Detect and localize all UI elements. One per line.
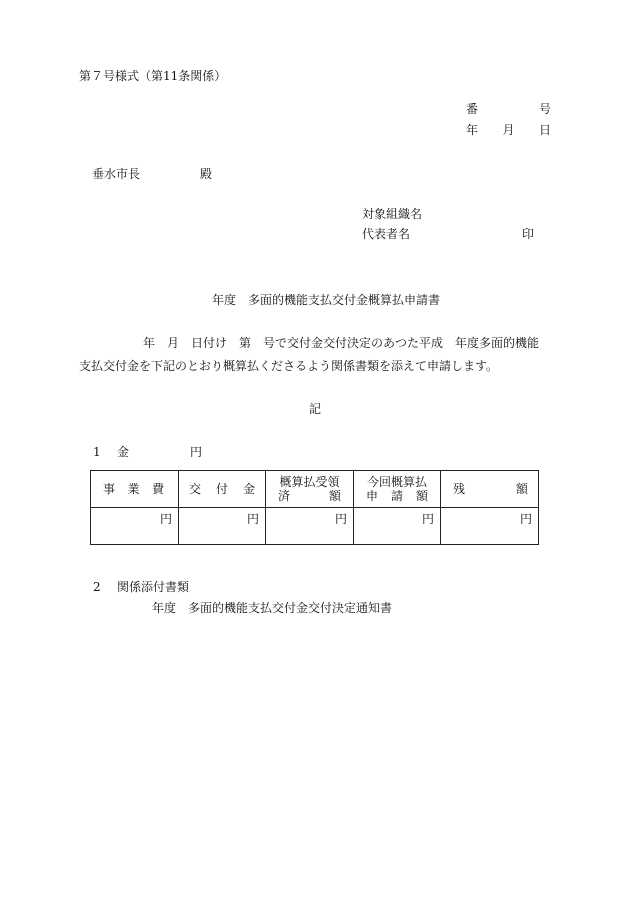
item1-label: 金 — [117, 445, 130, 459]
header-cell-current-request: 今回概算払 申 請 額 — [354, 471, 441, 508]
item1-number: 1 — [93, 445, 101, 459]
value-cell-current-request[interactable]: 円 — [354, 508, 441, 545]
organization-label: 対象組織名 — [362, 207, 423, 221]
header-cell-balance: 残 額 — [441, 471, 539, 508]
item1-unit: 円 — [190, 445, 203, 459]
header-cell-project-cost: 事 業 費 — [91, 471, 179, 508]
date-month: 月 — [502, 123, 515, 137]
form-label: 第７号様式（第11条関係） — [79, 69, 227, 83]
value-cell-project-cost[interactable]: 円 — [91, 508, 179, 545]
header-cell-received-amount: 概算払受領 済 額 — [266, 471, 354, 508]
ki-heading: 記 — [309, 402, 322, 416]
addressee-name: 垂水市長 — [92, 167, 141, 181]
number-label-left: 番 — [466, 102, 479, 116]
addressee-honorific: 殿 — [200, 167, 213, 181]
value-cell-balance[interactable]: 円 — [441, 508, 539, 545]
item2-detail: 年度 多面的機能支払交付金交付決定通知書 — [152, 601, 393, 615]
table-row — [91, 508, 539, 545]
body-line-1: 年 月 日付け 第 号で交付金交付決定のあつた平成 年度多面的機能 — [143, 336, 540, 350]
body-line-2: 支払交付金を下記のとおり概算払くださるよう関係書類を添えて申請します。 — [79, 359, 499, 373]
document-title: 年度 多面的機能支払交付金概算払申請書 — [212, 293, 441, 307]
document-date — [466, 124, 551, 136]
funding-table — [90, 470, 539, 545]
number-label-right: 号 — [538, 102, 551, 116]
seal-mark: 印 — [522, 227, 535, 241]
value-cell-grant-amount[interactable]: 円 — [179, 508, 266, 545]
document-number — [466, 103, 551, 115]
date-year: 年 — [466, 123, 479, 137]
item2-number: 2 — [93, 580, 101, 594]
header-cell-grant-amount: 交 付 金 — [179, 471, 266, 508]
table-header-row — [91, 471, 539, 508]
item2-label: 関係添付書類 — [117, 580, 190, 594]
value-cell-received-amount[interactable]: 円 — [266, 508, 354, 545]
date-day: 日 — [538, 123, 551, 137]
representative-label: 代表者名 — [362, 227, 411, 241]
